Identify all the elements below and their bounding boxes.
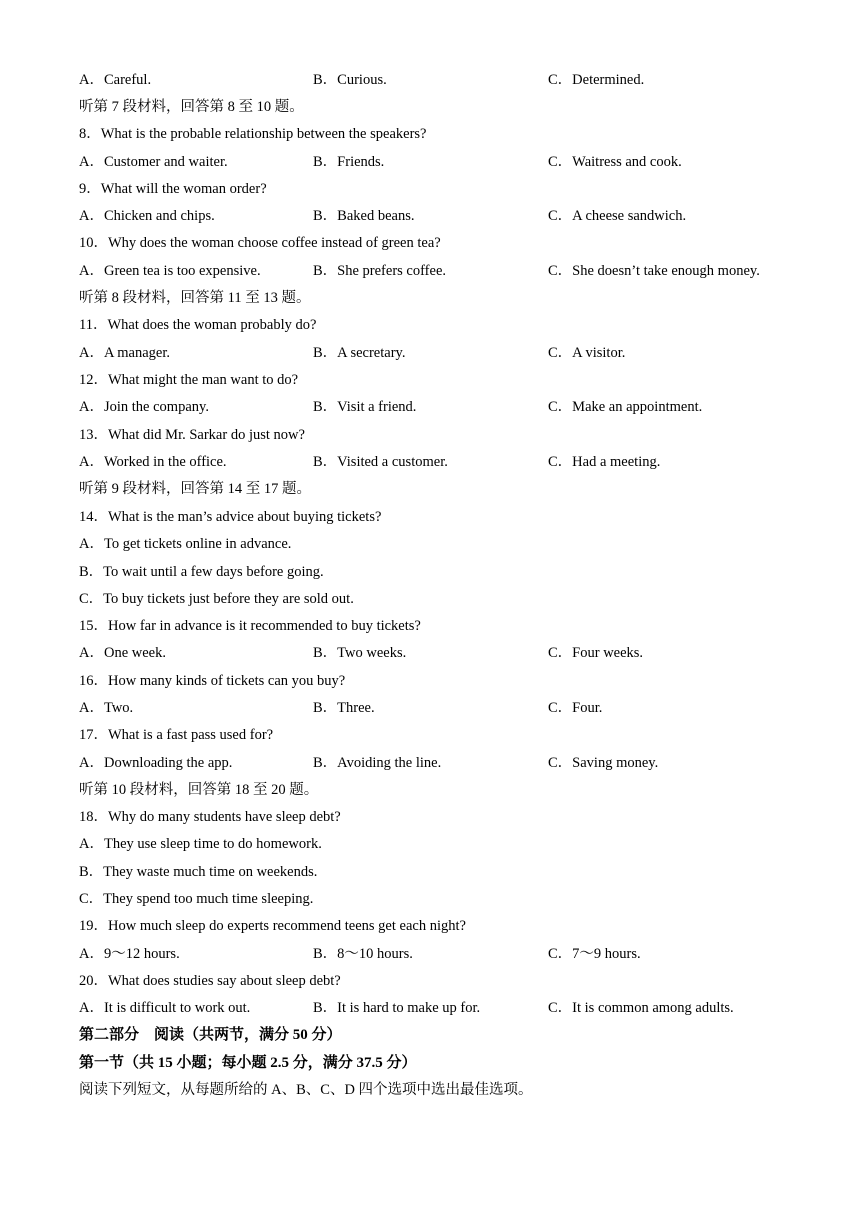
q20-option-a[interactable]: A．It is difficult to work out.	[79, 1000, 251, 1016]
section1-heading: 第一节（共 15 小题；每小题 2.5 分，满分 37.5 分）	[79, 1055, 417, 1071]
q16-option-a[interactable]: A．Two.	[79, 700, 134, 716]
q16-options	[79, 698, 828, 718]
q7-option-b[interactable]: B．Curious.	[313, 72, 387, 88]
q13-options	[79, 452, 828, 472]
q20-option-c[interactable]: C．It is common among adults.	[548, 1000, 734, 1016]
q10-option-a[interactable]: A．Green tea is too expensive.	[79, 263, 261, 279]
q19-option-b[interactable]: B．8～10 hours.	[313, 946, 413, 962]
q18-stem: 18．Why do many students have sleep debt?	[79, 809, 341, 825]
q7-options	[79, 70, 828, 90]
q19-option-c[interactable]: C．7～9 hours.	[548, 946, 641, 962]
part2-heading: 第二部分 阅读（共两节，满分 50 分）	[79, 1027, 342, 1043]
q16-option-c[interactable]: C．Four.	[548, 700, 603, 716]
q20-options	[79, 998, 828, 1018]
q11-stem: 11．What does the woman probably do?	[79, 317, 317, 333]
q13-option-a[interactable]: A．Worked in the office.	[79, 454, 227, 470]
q19-options	[79, 944, 828, 964]
q17-options	[79, 753, 828, 773]
q12-option-c[interactable]: C．Make an appointment.	[548, 399, 703, 415]
q15-option-c[interactable]: C．Four weeks.	[548, 645, 644, 661]
q8-option-a[interactable]: A．Customer and waiter.	[79, 154, 228, 170]
q12-option-b[interactable]: B．Visit a friend.	[313, 399, 417, 415]
q15-option-a[interactable]: A．One week.	[79, 645, 166, 661]
q9-option-a[interactable]: A．Chicken and chips.	[79, 208, 215, 224]
q7-option-c[interactable]: C．Determined.	[548, 72, 645, 88]
q13-option-c[interactable]: C．Had a meeting.	[548, 454, 661, 470]
q9-option-b[interactable]: B．Baked beans.	[313, 208, 415, 224]
q17-option-a[interactable]: A．Downloading the app.	[79, 755, 233, 771]
q8-option-b[interactable]: B．Friends.	[313, 154, 385, 170]
q18-option-b[interactable]: B．They waste much time on weekends.	[79, 864, 318, 880]
q11-options	[79, 343, 828, 363]
q15-option-b[interactable]: B．Two weeks.	[313, 645, 407, 661]
q14-option-a[interactable]: A．To get tickets online in advance.	[79, 536, 292, 552]
q11-option-c[interactable]: C．A visitor.	[548, 345, 626, 361]
q18-option-c[interactable]: C．They spend too much time sleeping.	[79, 891, 314, 907]
q18-option-a[interactable]: A．They use sleep time to do homework.	[79, 836, 322, 852]
q8-option-c[interactable]: C．Waitress and cook.	[548, 154, 682, 170]
q11-option-a[interactable]: A．A manager.	[79, 345, 171, 361]
q13-stem: 13．What did Mr. Sarkar do just now?	[79, 427, 305, 443]
q10-option-b[interactable]: B．She prefers coffee.	[313, 263, 446, 279]
q17-option-b[interactable]: B．Avoiding the line.	[313, 755, 442, 771]
q10-stem: 10．Why does the woman choose coffee instead of green tea?	[79, 235, 441, 251]
q14-stem: 14．What is the man’s advice about buying tickets?	[79, 509, 382, 525]
q12-option-a[interactable]: A．Join the company.	[79, 399, 209, 415]
section10-instruction: 听第 10 段材料，回答第 18 至 20 题。	[79, 782, 319, 798]
q17-option-c[interactable]: C．Saving money.	[548, 755, 659, 771]
q8-options	[79, 152, 828, 172]
q10-options	[79, 261, 828, 281]
q15-stem: 15．How far in advance is it recommended to buy tickets?	[79, 618, 421, 634]
q14-option-c[interactable]: C．To buy tickets just before they are sold out.	[79, 591, 354, 607]
q20-option-b[interactable]: B．It is hard to make up for.	[313, 1000, 481, 1016]
q14-option-b[interactable]: B．To wait until a few days before going.	[79, 564, 324, 580]
q19-stem: 19．How much sleep do experts recommend teens get each night?	[79, 918, 466, 934]
q17-stem: 17．What is a fast pass used for?	[79, 727, 274, 743]
q9-stem: 9．What will the woman order?	[79, 181, 267, 197]
section8-instruction: 听第 8 段材料，回答第 11 至 13 题。	[79, 290, 311, 306]
q20-stem: 20．What does studies say about sleep debt?	[79, 973, 341, 989]
q8-stem: 8．What is the probable relationship between the speakers?	[79, 126, 427, 142]
reading-instruction: 阅读下列短文，从每题所给的 A、B、C、D 四个选项中选出最佳选项。	[79, 1082, 533, 1098]
q12-stem: 12．What might the man want to do?	[79, 372, 299, 388]
section7-instruction: 听第 7 段材料，回答第 8 至 10 题。	[79, 99, 304, 115]
q12-options	[79, 397, 828, 417]
q11-option-b[interactable]: B．A secretary.	[313, 345, 406, 361]
q13-option-b[interactable]: B．Visited a customer.	[313, 454, 448, 470]
q9-options	[79, 206, 828, 226]
section9-instruction: 听第 9 段材料，回答第 14 至 17 题。	[79, 481, 311, 497]
q9-option-c[interactable]: C．A cheese sandwich.	[548, 208, 687, 224]
q10-option-c[interactable]: C．She doesn’t take enough money.	[548, 263, 760, 279]
q7-option-a[interactable]: A．Careful.	[79, 72, 152, 88]
q19-option-a[interactable]: A．9～12 hours.	[79, 946, 180, 962]
q16-stem: 16．How many kinds of tickets can you buy?	[79, 673, 346, 689]
q15-options	[79, 643, 828, 663]
q16-option-b[interactable]: B．Three.	[313, 700, 375, 716]
